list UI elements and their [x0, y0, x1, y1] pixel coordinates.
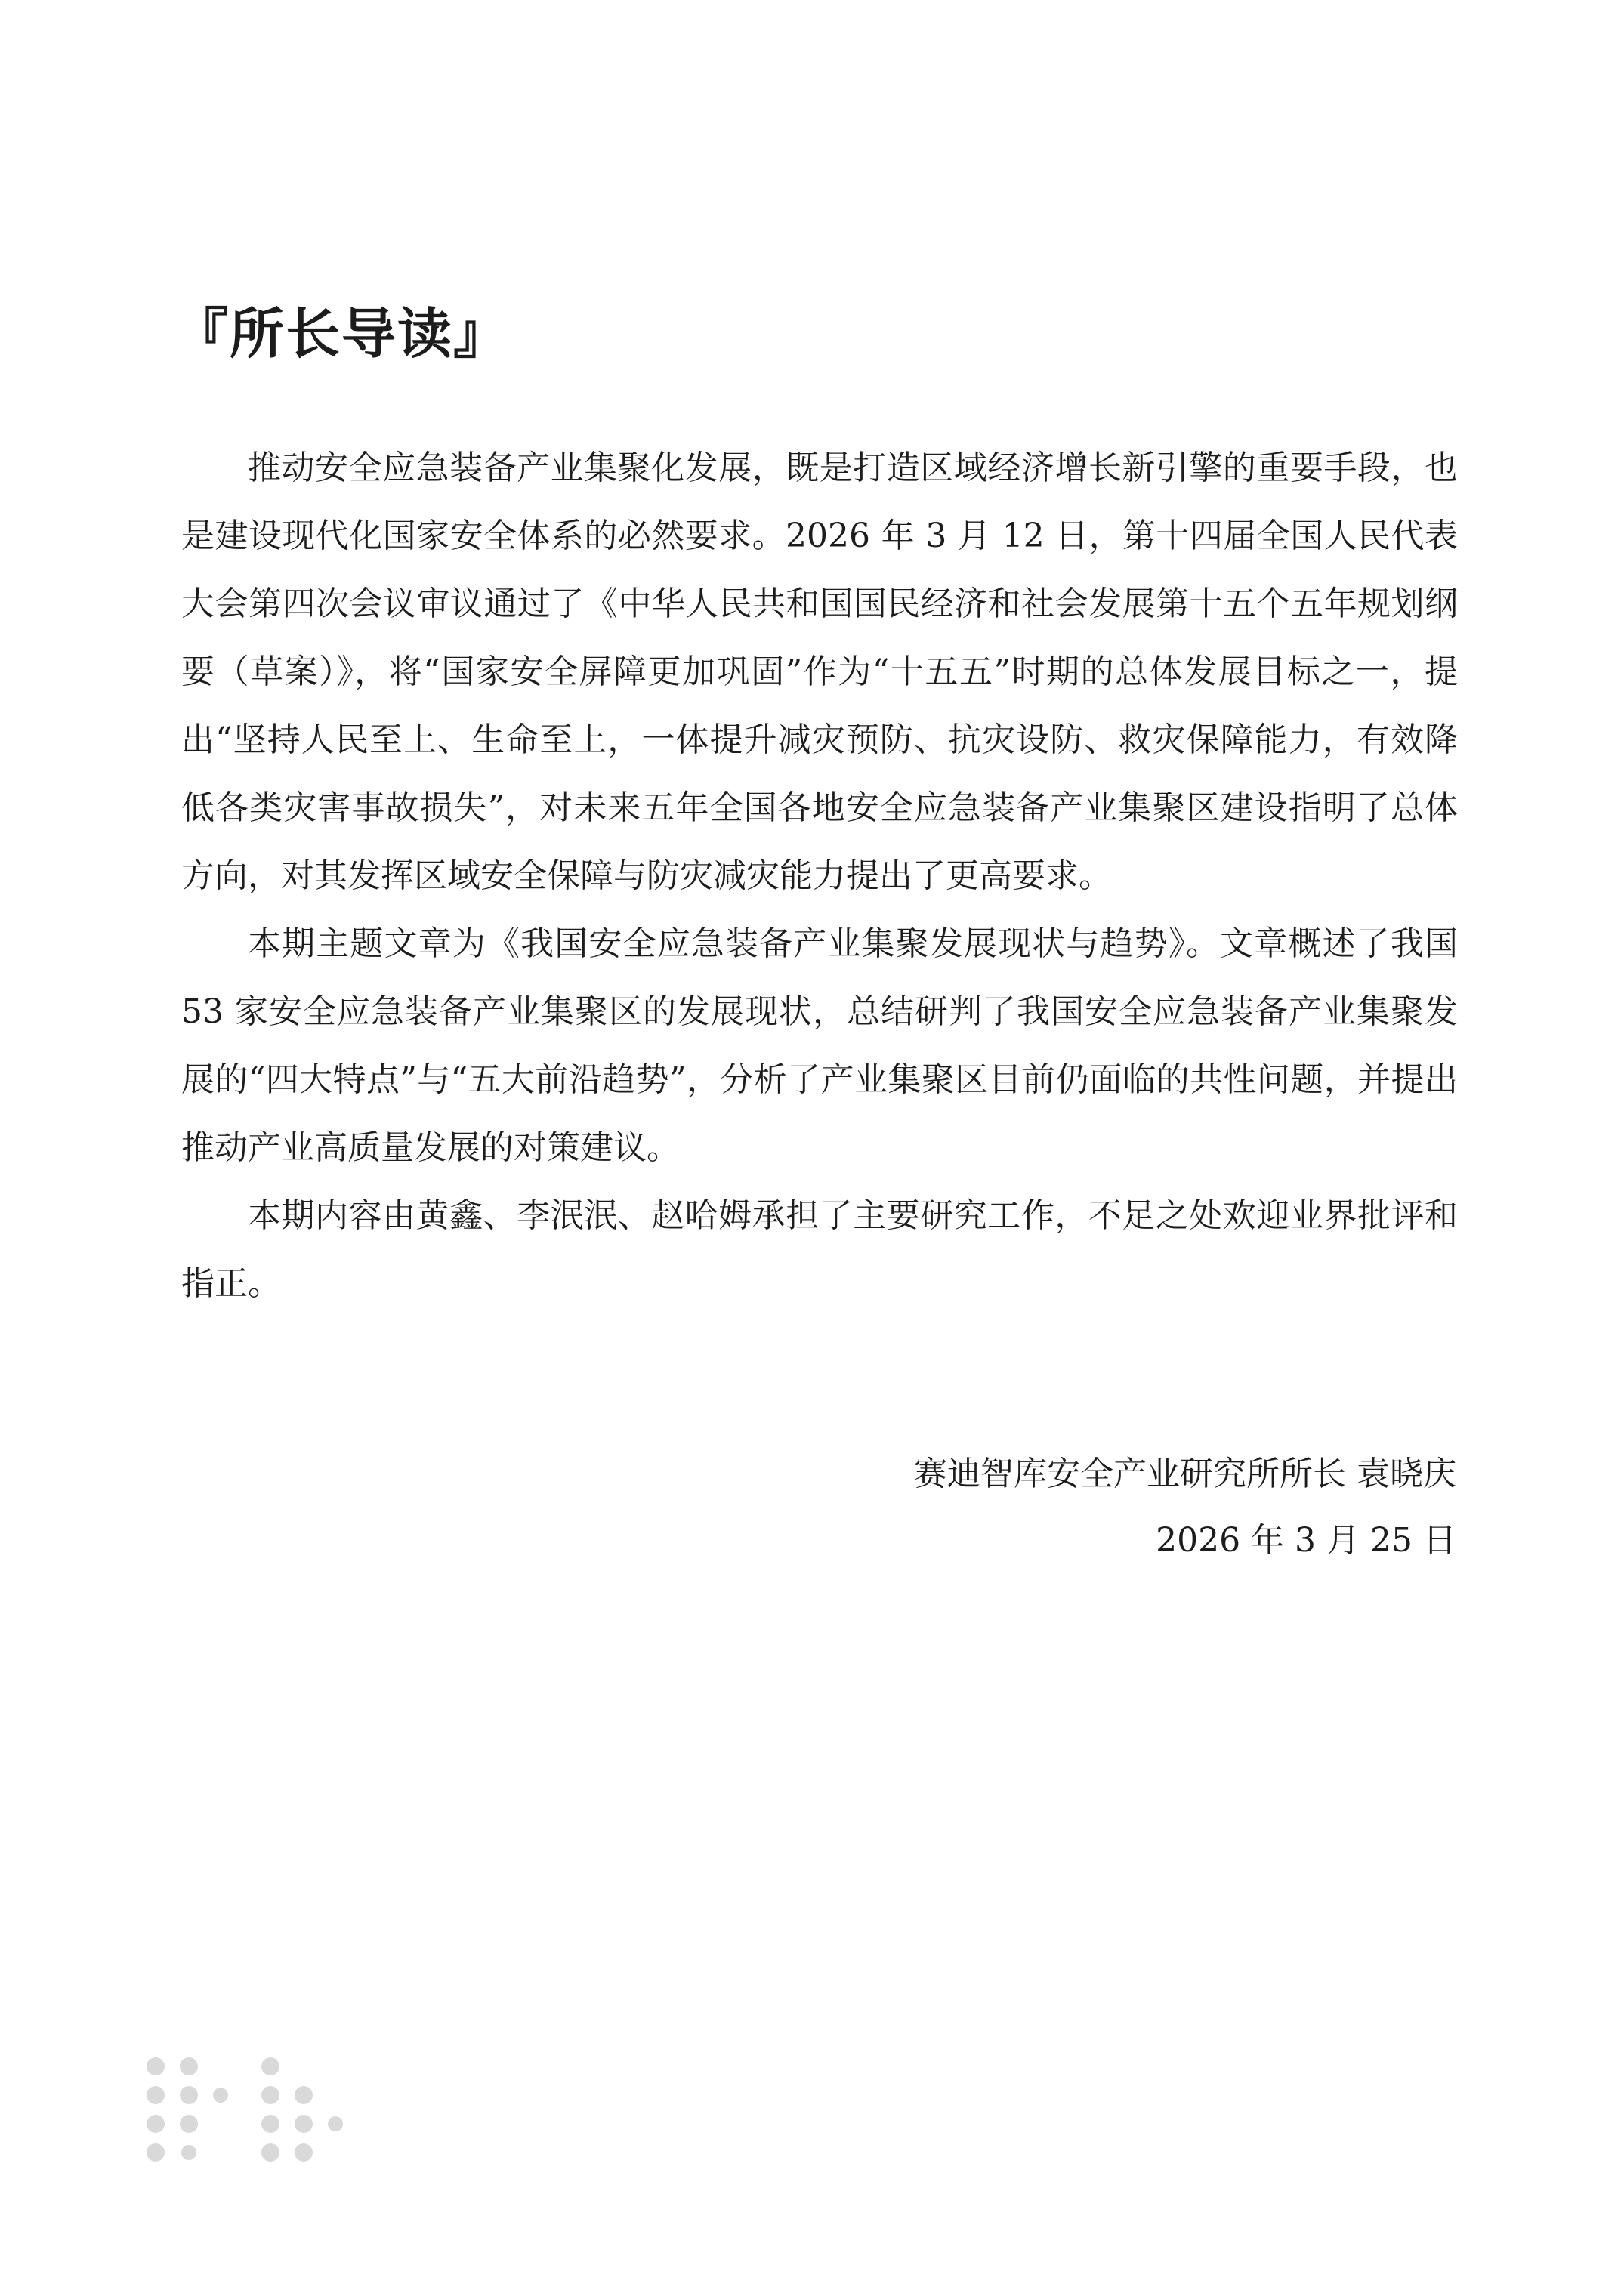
decor-dot: [328, 2116, 343, 2131]
decor-dot: [147, 2143, 165, 2162]
decor-dot: [295, 2086, 313, 2104]
decor-dot: [181, 2145, 196, 2160]
decor-dot: [261, 2115, 279, 2133]
page-title: 『所长导读』: [174, 302, 510, 366]
decor-dot: [213, 2088, 228, 2103]
decor-dot: [261, 2057, 279, 2075]
dot-group: [147, 2057, 343, 2162]
decor-dot: [147, 2115, 165, 2133]
decor-dot: [180, 2057, 198, 2075]
signature-date: 2026 年 3 月 25 日: [1156, 1521, 1456, 1560]
paragraph-1: 推动安全应急装备产业集聚化发展，既是打造区域经济增长新引擎的重要手段，也是建设现代化国家安全体系的必然要求。2026 年 3 月 12 日，第十四届全国人民代表大会第四次会议审议通过了《中华人民共和国国民经济和社会发展第十五个五年规划纲要（草案）》，将“国家安全屏障更加巩固”作为“十五五”时期的总体发展目标之一，提出“坚持人民至上、生命至上，一体提升减灾预防、抗灾设防、救灾保障能力，有效降低各类灾害事故损失”，对未来五年全国各地安全应急装备产业集聚区建设指明了总体方向，对其发挥区域安全保障与防灾减灾能力提出了更高要求。: [181, 449, 1458, 895]
paragraph-2: 本期主题文章为《我国安全应急装备产业集聚发展现状与趋势》。文章概述了我国 53 家安全应急装备产业集聚区的发展现状，总结研判了我国安全应急装备产业集聚发展的“四大特点”与“五大前沿趋势”，分析了产业集聚区目前仍面临的共性问题，并提出推动产业高质量发展的对策建议。: [181, 924, 1458, 1167]
decor-dot: [261, 2086, 279, 2104]
decor-dot: [261, 2143, 279, 2162]
signature-author: 赛迪智库安全产业研究所所长 袁晓庆: [914, 1455, 1456, 1493]
decor-dot: [295, 2143, 313, 2162]
decor-dot: [180, 2086, 198, 2104]
decor-dot: [180, 2115, 198, 2133]
signature-block: [914, 1441, 1456, 1574]
decor-dot: [147, 2086, 165, 2104]
dot-pattern-logo: [142, 2053, 361, 2166]
body-text: [181, 434, 1458, 1318]
decor-dot: [147, 2057, 165, 2075]
decor-dot: [295, 2115, 313, 2133]
paragraph-3: 本期内容由黄鑫、李泯泯、赵哈姆承担了主要研究工作，不足之处欢迎业界批评和指正。: [181, 1196, 1458, 1303]
